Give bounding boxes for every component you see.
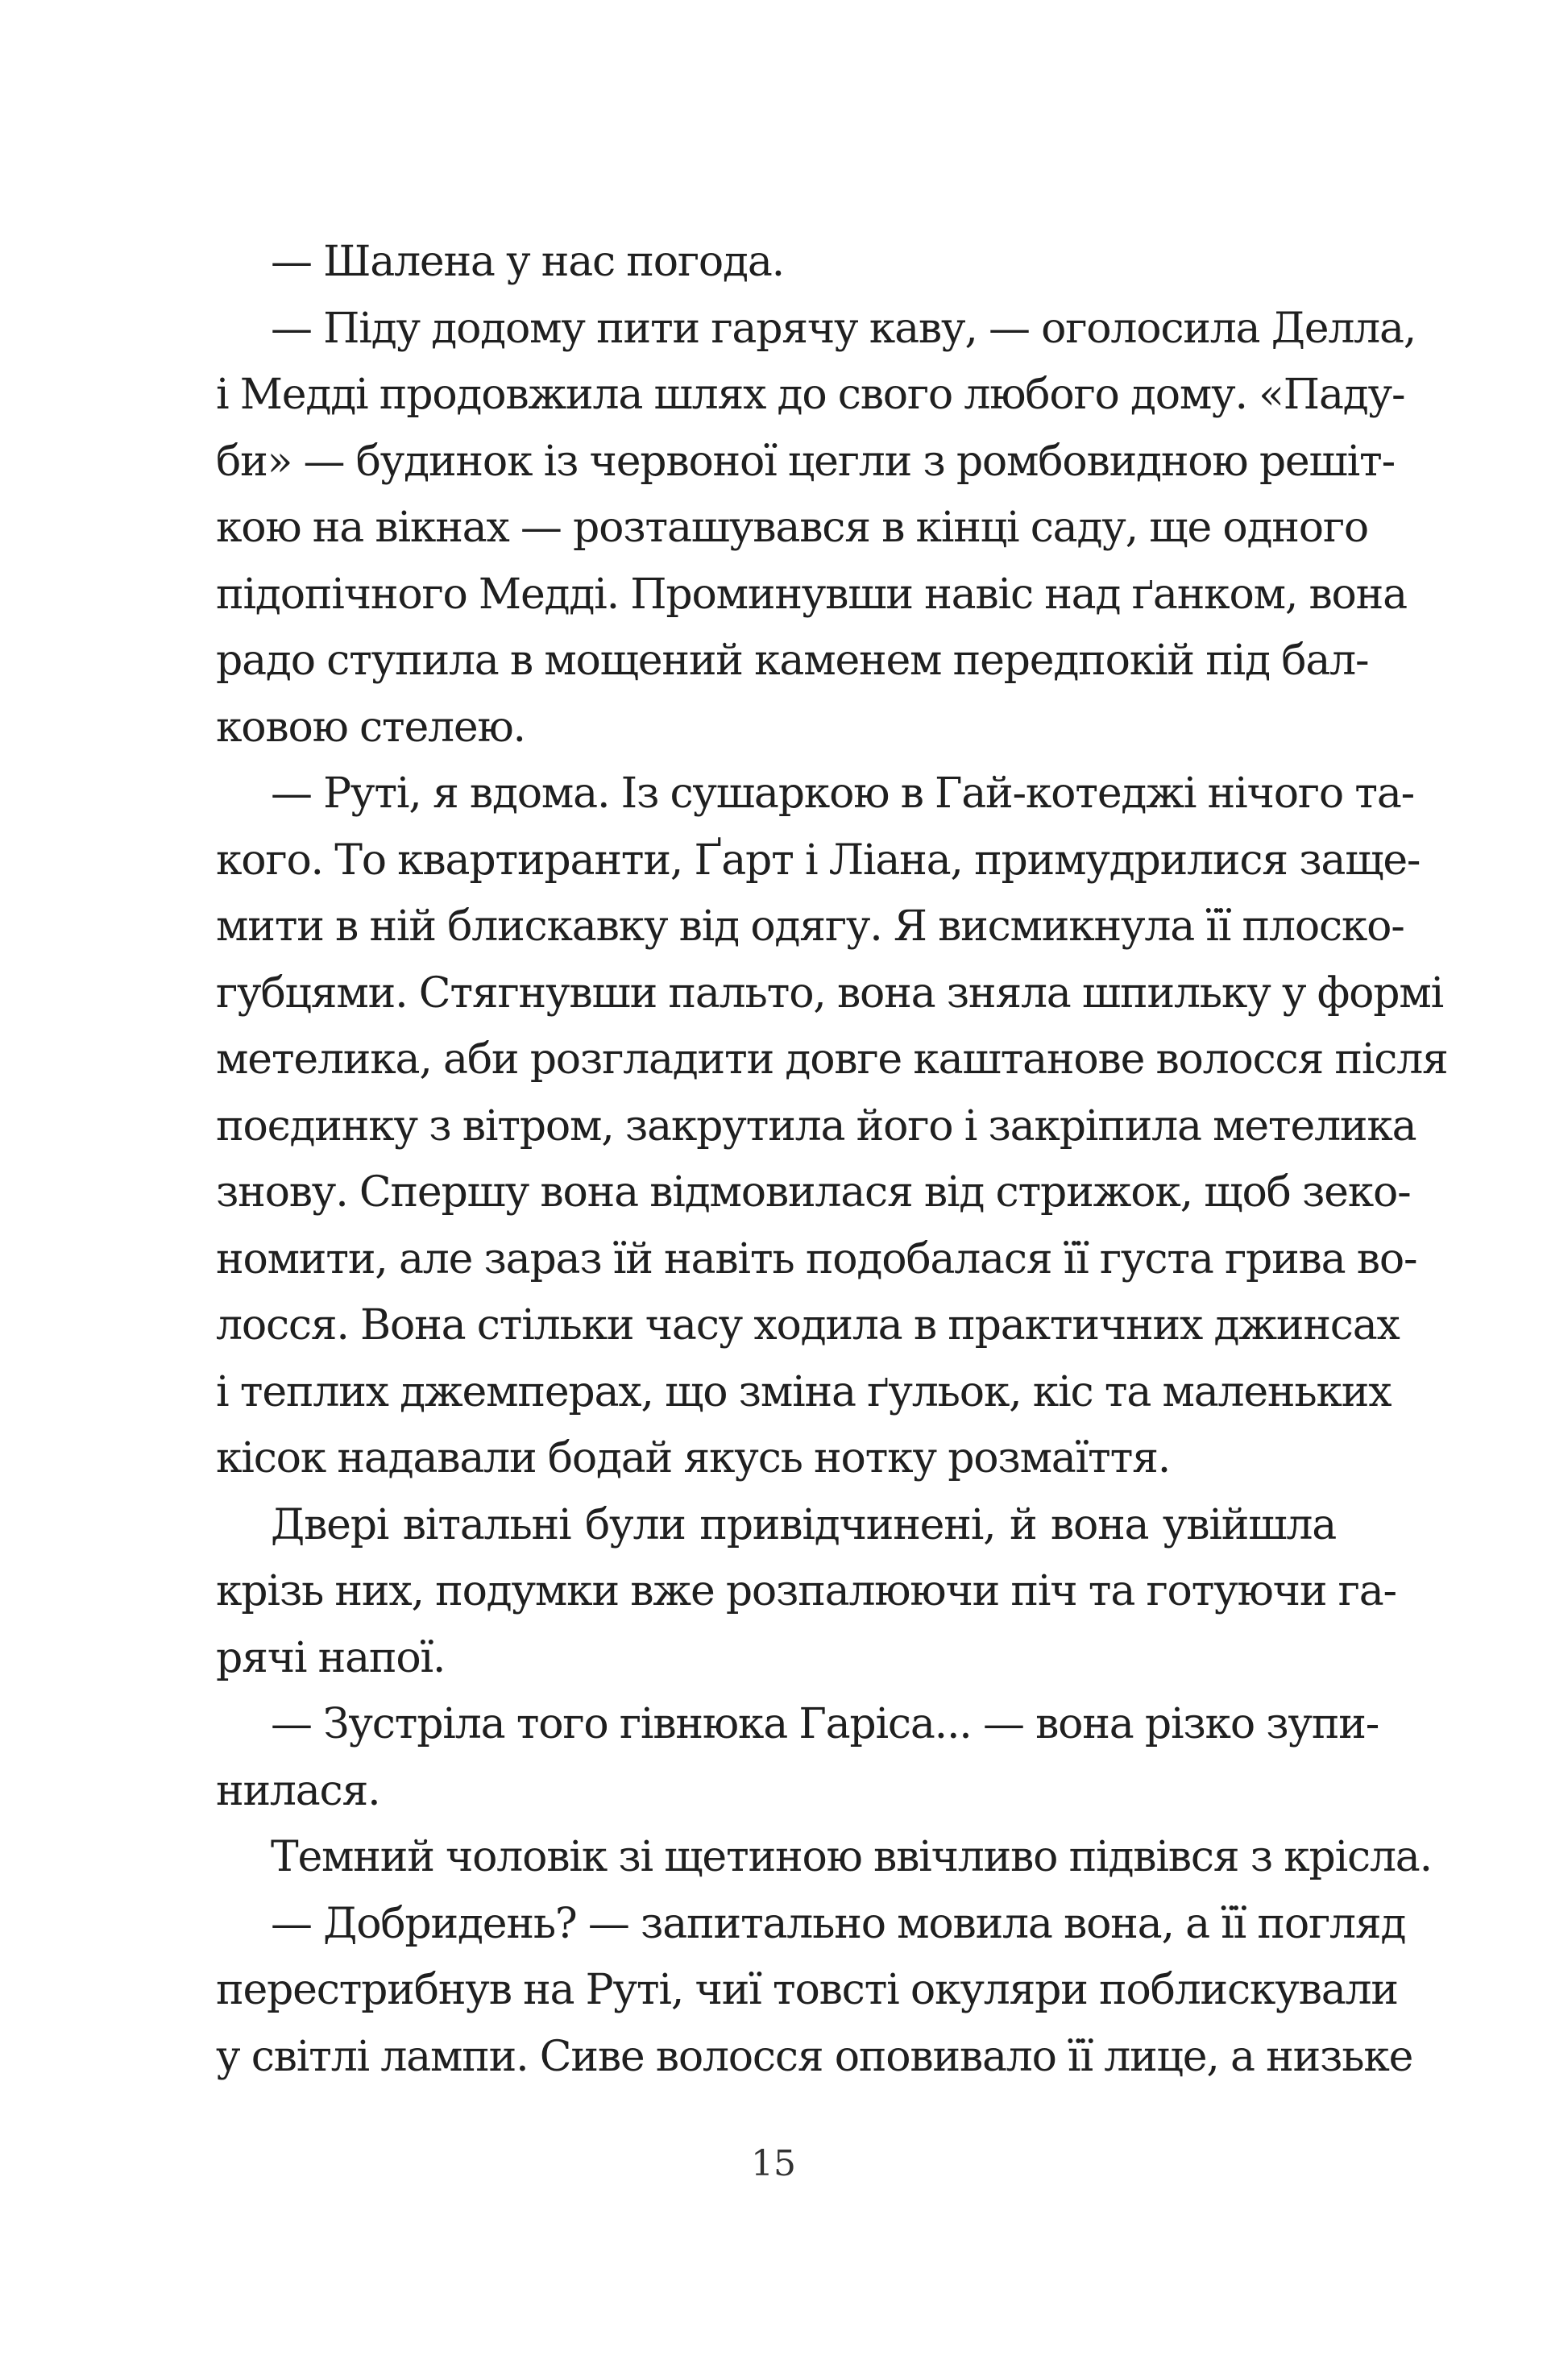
text-line: і теплих джемперах, що зміна ґульок, кіс та маленьких bbox=[216, 1367, 1391, 1416]
text-line: і Медді продовжила шлях до свого любого дому. «Паду- bbox=[216, 371, 1405, 419]
text-line: підопічного Медді. Проминувши навіс над ґанком, вона bbox=[216, 570, 1407, 619]
text-line: кого. То квартиранти, Ґарт і Ліана, примудрилися заще- bbox=[216, 835, 1421, 885]
text-line: рячі напої. bbox=[216, 1633, 446, 1682]
text-line: метелика, аби розгладити довге каштанове волосся після bbox=[216, 1035, 1448, 1084]
text-line: — Піду додому пити гарячу каву, — оголосила Делла, bbox=[271, 304, 1416, 353]
text-line: ковою стелею. bbox=[216, 703, 525, 752]
text-line: — Шалена у нас погода. bbox=[271, 238, 784, 286]
text-line: — Добридень? — запитально мовила вона, а її погляд bbox=[271, 1899, 1406, 1948]
text-line: номити, але зараз їй навіть подобалася її густа грива во- bbox=[216, 1234, 1417, 1283]
text-line: мити в ній блискавку від одягу. Я висмикнула її плоско- bbox=[216, 902, 1404, 951]
page-number: 15 bbox=[751, 2143, 796, 2184]
text-line: поєдинку з вітром, закрутила його і закріпила метелика bbox=[216, 1101, 1416, 1151]
text-line: знову. Спершу вона відмовилася від стрижок, щоб зеко- bbox=[216, 1168, 1411, 1217]
text-line: лосся. Вона стільки часу ходила в практичних джинсах bbox=[216, 1301, 1400, 1350]
text-line: кою на вікнах — розташувався в кінці саду, ще одного bbox=[216, 504, 1368, 552]
text-line: крізь них, подумки вже розпалюючи піч та готуючи га- bbox=[216, 1567, 1396, 1615]
text-line: Двері вітальні були привідчинені, й вона увійшла bbox=[271, 1500, 1336, 1549]
text-line: губцями. Стягнувши пальто, вона зняла шпильку у формі bbox=[216, 968, 1444, 1018]
text-line: нилася. bbox=[216, 1766, 380, 1815]
text-line: — Зустріла того гівнюка Гаріса... — вона різко зупи- bbox=[271, 1700, 1379, 1748]
text-line: у світлі лампи. Сиве волосся оповивало її лице, а низьке bbox=[216, 2032, 1413, 2081]
body-text bbox=[216, 229, 1448, 2090]
text-line: Темний чоловік зі щетиною ввічливо підвівся з крісла. bbox=[271, 1833, 1432, 1881]
text-line: би» — будинок із червоної цегли з ромбовидною решіт- bbox=[216, 437, 1395, 486]
text-line: кісок надавали бодай якусь нотку розмаїття. bbox=[216, 1434, 1171, 1482]
text-line: — Руті, я вдома. Із сушаркою в Гай-котеджі нічого та- bbox=[271, 769, 1415, 818]
text-line: перестрибнув на Руті, чиї товсті окуляри поблискували bbox=[216, 1966, 1398, 2014]
text-line: радо ступила в мощений каменем передпокій під бал- bbox=[216, 636, 1369, 685]
